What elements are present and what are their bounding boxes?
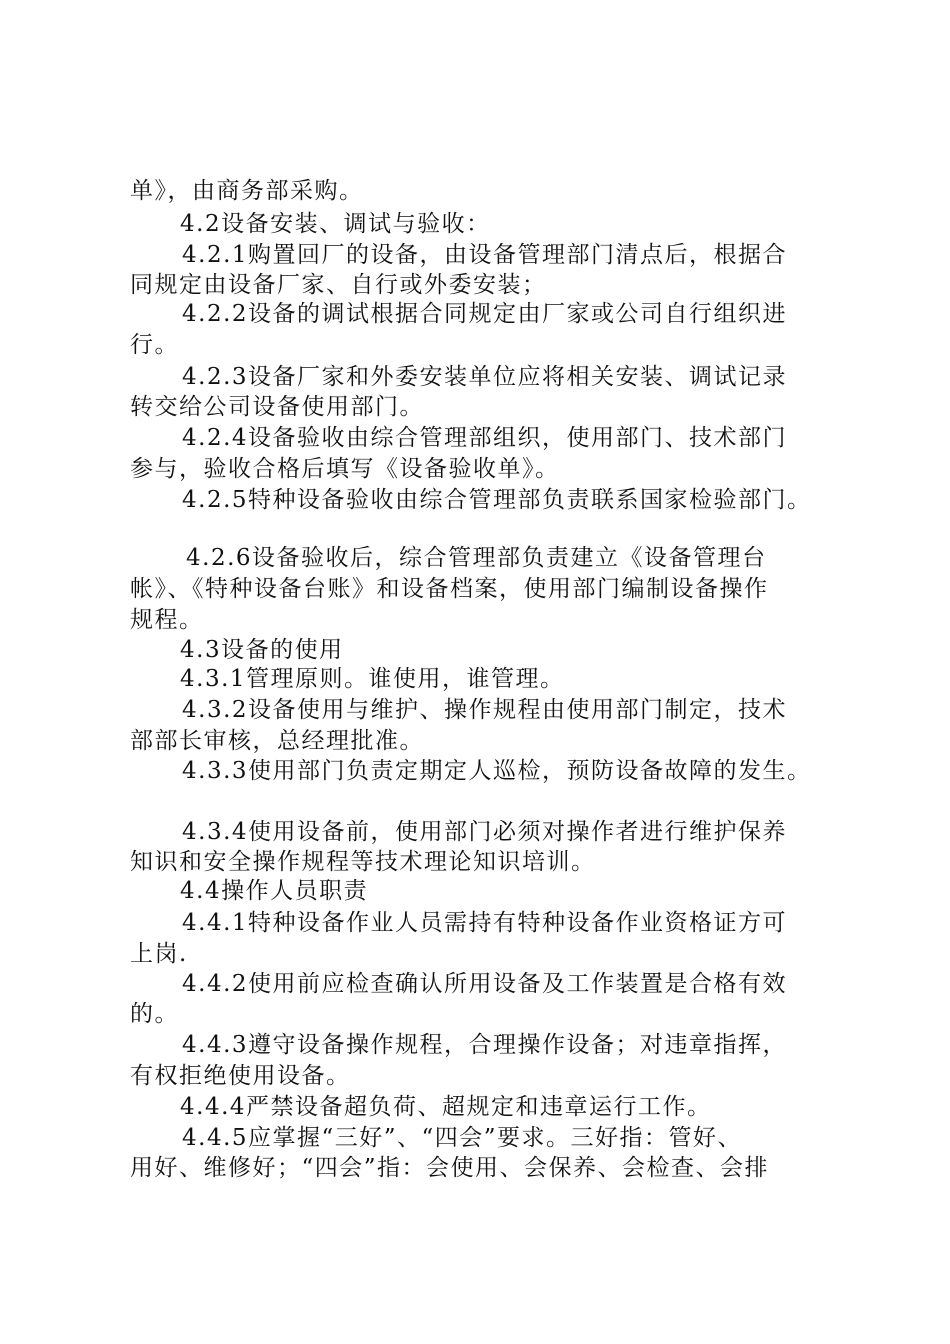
- text-line: 上岗.: [130, 941, 188, 967]
- text-line: 知识和安全操作规程等技术理论知识培训。: [130, 849, 596, 875]
- text-line: 4.2.3设备厂家和外委安装单位应将相关安装、调试记录: [182, 364, 788, 390]
- text-line: 有权拒绝使用设备。: [130, 1063, 351, 1089]
- text-line: 4.3.4使用设备前，使用部门必须对操作者进行维护保养: [182, 819, 788, 845]
- text-line: 4.2.1购置回厂的设备，由设备管理部门清点后，根据合: [182, 242, 788, 268]
- text-line: 同规定由设备厂家、自行或外委安装；: [130, 272, 547, 298]
- text-line: 4.3.2设备使用与维护、操作规程由使用部门制定，技术: [182, 697, 788, 723]
- text-line: 4.3.3使用部门负责定期定人巡检，预防设备故障的发生。: [182, 758, 812, 784]
- text-line: 4.2.6设备验收后，综合管理部负责建立《设备管理台: [186, 545, 767, 571]
- text-line: 部部长审核，总经理批准。: [130, 728, 424, 754]
- text-line: 的。: [130, 1001, 179, 1027]
- text-line: 4.2.2设备的调试根据合同规定由厂家或公司自行组织进: [182, 301, 788, 327]
- text-line: 转交给公司设备使用部门。: [130, 394, 424, 420]
- text-line: 4.2.4设备验收由综合管理部组织，使用部门、技术部门: [182, 425, 788, 451]
- section-heading: 4.3设备的使用: [180, 637, 344, 663]
- text-line: 规程。: [130, 607, 204, 633]
- text-line: 单》，由商务部采购。: [130, 178, 364, 204]
- text-line: 参与，验收合格后填写《设备验收单》。: [130, 456, 560, 482]
- text-line: 4.4.2使用前应检查确认所用设备及工作装置是合格有效: [182, 971, 788, 997]
- text-line: 4.3.1管理原则。谁使用，谁管理。: [180, 666, 565, 692]
- text-line: 4.4.4严禁设备超负荷、超规定和违章运行工作。: [180, 1094, 712, 1120]
- section-heading: 4.4操作人员职责: [180, 878, 369, 904]
- text-line: 4.4.5应掌握“三好”、“四会”要求。三好指：管好、: [182, 1125, 743, 1151]
- text-line: 4.2.5特种设备验收由综合管理部负责联系国家检验部门。: [182, 487, 812, 513]
- text-line: 4.4.1特种设备作业人员需持有特种设备作业资格证方可: [182, 910, 788, 936]
- section-heading: 4.2设备安装、调试与验收：: [180, 211, 491, 237]
- text-line: 行。: [130, 332, 179, 358]
- text-line: 用好、维修好；“四会”指：会使用、会保养、会检查、会排: [130, 1155, 770, 1181]
- text-line: 4.4.3遵守设备操作规程，合理操作设备；对违章指挥，: [182, 1032, 788, 1058]
- text-line: 帐》、《特种设备台账》和设备档案，使用部门编制设备操作: [130, 576, 769, 602]
